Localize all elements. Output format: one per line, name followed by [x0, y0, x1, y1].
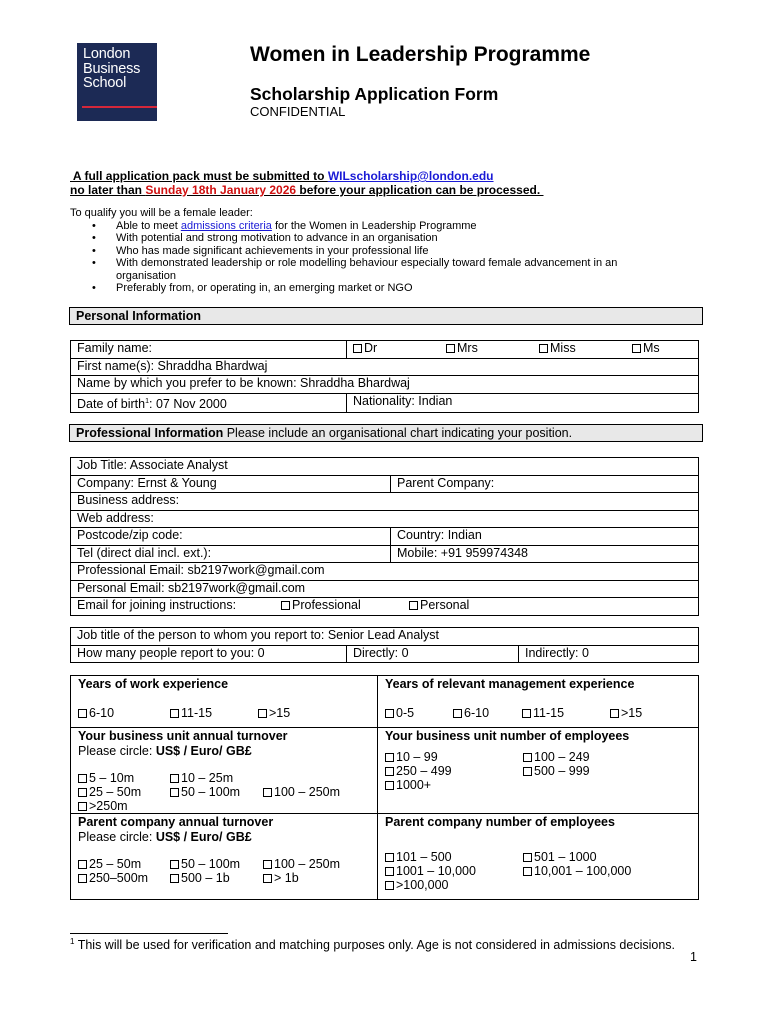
professional-info-heading — [69, 424, 703, 442]
option-label: 1001 – 10,000 — [396, 864, 476, 878]
parent-turnover-option[interactable] — [263, 857, 340, 871]
nationality-field[interactable]: Nationality: Indian — [347, 393, 699, 412]
option-label: Ms — [643, 341, 660, 355]
checkbox[interactable] — [610, 709, 619, 718]
employees-option[interactable] — [523, 750, 590, 764]
employees-cell — [378, 728, 699, 814]
title-option-miss[interactable] — [539, 341, 632, 356]
checkbox[interactable] — [385, 767, 394, 776]
scholarship-email-link[interactable]: WILscholarship@london.edu — [327, 169, 494, 183]
parent-employees-option[interactable] — [385, 864, 523, 878]
option-label: 101 – 500 — [396, 850, 452, 864]
option-label: 6-10 — [89, 706, 115, 720]
option-label: Mrs — [457, 341, 478, 355]
checkbox[interactable] — [170, 860, 179, 869]
list-text: for the Women in Leadership Programme — [271, 219, 477, 232]
option-label: 250 – 499 — [396, 764, 452, 778]
option-label: 250–500m — [89, 871, 149, 885]
employees-option[interactable] — [523, 764, 590, 778]
option-label: 100 – 249 — [534, 750, 590, 764]
work-option[interactable] — [170, 706, 258, 720]
parent-turnover-option[interactable] — [78, 857, 170, 871]
business-address-field[interactable]: Business address: — [71, 493, 699, 511]
manager-title-field[interactable]: Job title of the person to whom you report to: Senior Lead Analyst — [71, 628, 699, 646]
parent-turnover-option[interactable] — [170, 871, 263, 885]
work-experience-cell — [71, 676, 378, 728]
option-label: 25 – 50m — [89, 785, 142, 799]
personal-info-table — [70, 340, 699, 413]
date-of-birth-field[interactable] — [71, 393, 347, 412]
option-label: Dr — [364, 341, 378, 355]
form-title: Women in Leadership Programme — [250, 43, 591, 66]
checkbox[interactable] — [385, 753, 394, 762]
reports-count-field[interactable]: How many people report to you: 0 — [71, 645, 347, 663]
checkbox[interactable] — [170, 709, 179, 718]
page-number: 1 — [690, 950, 697, 964]
turnover-heading: Your business unit annual turnover — [78, 729, 288, 743]
indirect-reports-field[interactable]: Indirectly: 0 — [519, 645, 699, 663]
checkbox[interactable] — [78, 860, 87, 869]
option-label: 0-5 — [396, 706, 415, 720]
mgmt-option[interactable] — [453, 706, 522, 720]
checkbox[interactable] — [446, 344, 455, 353]
logo-line: London — [83, 46, 131, 62]
option-label: 1000+ — [396, 778, 432, 792]
option-label: 10 – 25m — [181, 771, 234, 785]
mobile-field[interactable]: Mobile: +91 959974348 — [391, 545, 699, 563]
personal-email-field[interactable]: Personal Email: sb2197work@gmail.com — [71, 580, 699, 598]
first-names-field[interactable]: First name(s): Shraddha Bhardwaj — [71, 358, 699, 376]
title-option-ms[interactable] — [632, 341, 660, 356]
currency-options[interactable]: US$ / Euro/ GB£ — [155, 830, 252, 844]
email-option-personal[interactable] — [409, 598, 469, 613]
instruction-text: Please circle: — [78, 744, 156, 758]
direct-reports-field[interactable]: Directly: 0 — [347, 645, 519, 663]
option-label: 11-15 — [181, 706, 213, 720]
deadline-text: Sunday 18th January 2026 — [145, 183, 297, 197]
checkbox[interactable] — [258, 709, 267, 718]
option-label: >100,000 — [396, 878, 449, 892]
checkbox[interactable] — [263, 874, 272, 883]
checkbox[interactable] — [78, 874, 87, 883]
checkbox[interactable] — [263, 788, 272, 797]
work-option[interactable] — [78, 706, 170, 720]
checkbox[interactable] — [409, 601, 418, 610]
option-label: 6-10 — [464, 706, 490, 720]
footnote-ref: 1 — [145, 397, 149, 405]
parent-employees-option[interactable] — [385, 850, 523, 864]
reporting-table — [70, 627, 699, 663]
form-subtitle: Scholarship Application Form — [250, 84, 499, 104]
checkbox[interactable] — [385, 881, 394, 890]
job-title-field[interactable]: Job Title: Associate Analyst — [71, 458, 699, 476]
option-label: >15 — [269, 706, 291, 720]
option-label: 10 – 99 — [396, 750, 438, 764]
work-option[interactable] — [258, 706, 290, 720]
lbs-logo — [77, 43, 157, 121]
submission-notice — [70, 169, 544, 197]
checkbox[interactable] — [78, 788, 87, 797]
option-label: 500 – 999 — [534, 764, 590, 778]
parent-employees-option[interactable] — [523, 864, 631, 878]
management-experience-cell — [378, 676, 699, 728]
notice-text: before your application can be processed. — [296, 183, 544, 197]
mgmt-option[interactable] — [610, 706, 642, 720]
checkbox[interactable] — [78, 774, 87, 783]
email-joining-row — [71, 598, 699, 616]
checkbox[interactable] — [632, 344, 641, 353]
checkbox[interactable] — [453, 709, 462, 718]
qualification-list — [70, 207, 670, 295]
option-label: Personal — [420, 598, 470, 612]
checkbox[interactable] — [385, 867, 394, 876]
turnover-option[interactable] — [170, 771, 233, 785]
employees-option[interactable] — [385, 764, 523, 778]
logo-line: School — [83, 75, 127, 91]
personal-info-heading: Personal Information — [69, 307, 703, 325]
turnover-option[interactable] — [78, 799, 128, 813]
currency-instruction — [78, 744, 370, 758]
checkbox[interactable] — [523, 867, 532, 876]
parent-company-field[interactable]: Parent Company: — [391, 475, 699, 493]
employees-option[interactable] — [385, 778, 431, 792]
parent-employees-heading: Parent company number of employees — [385, 815, 615, 829]
checkbox[interactable] — [523, 853, 532, 862]
instruction-text: Please circle: — [78, 830, 156, 844]
parent-employees-cell — [378, 814, 699, 900]
turnover-option[interactable] — [78, 785, 170, 799]
tel-field[interactable]: Tel (direct dial incl. ext.): — [71, 545, 391, 563]
list-item: • Preferably from, or operating in, an emerging market or NGO — [116, 282, 670, 295]
professional-email-field[interactable]: Professional Email: sb2197work@gmail.com — [71, 563, 699, 581]
option-label: 100 – 250m — [274, 857, 341, 871]
option-label: 10,001 – 100,000 — [534, 864, 632, 878]
logo-line: Business — [83, 60, 141, 77]
checkbox[interactable] — [523, 753, 532, 762]
checkbox[interactable] — [78, 802, 87, 811]
list-item — [116, 220, 670, 233]
option-label: 5 – 10m — [89, 771, 135, 785]
option-label: 100 – 250m — [274, 785, 341, 799]
list-item — [116, 257, 670, 282]
list-text: Able to meet — [116, 219, 181, 232]
qualify-intro: To qualify you will be a female leader: — [70, 207, 253, 219]
email-option-professional[interactable] — [281, 598, 409, 613]
checkbox[interactable] — [539, 344, 548, 353]
option-label: Professional — [292, 598, 361, 612]
footnote-marker: 1 — [70, 937, 75, 946]
email-joining-label: Email for joining instructions: — [77, 598, 237, 612]
parent-turnover-heading: Parent company annual turnover — [78, 815, 274, 829]
footnote-text: This will be used for verification and matching purposes only. Age is not considered in admissions decisions. — [74, 938, 676, 953]
logo-red-rule — [82, 106, 157, 108]
title-option-mrs[interactable] — [446, 341, 539, 356]
turnover-option[interactable] — [263, 785, 340, 799]
professional-info-table — [70, 457, 699, 616]
parent-employees-option[interactable] — [385, 878, 448, 892]
notice-text: no later than — [70, 183, 146, 197]
dob-label: Date of birth — [77, 396, 146, 411]
confidential-label: CONFIDENTIAL — [250, 104, 346, 119]
checkbox[interactable] — [385, 853, 394, 862]
checkbox[interactable] — [170, 788, 179, 797]
option-label: 11-15 — [533, 706, 565, 720]
option-label: 50 – 100m — [181, 785, 241, 799]
parent-employees-option[interactable] — [523, 850, 597, 864]
list-text: With demonstrated leadership or role modelling behaviour especially toward female advancement in an — [116, 257, 618, 269]
checkbox[interactable] — [170, 874, 179, 883]
mgmt-option[interactable] — [385, 706, 453, 720]
option-label: >15 — [621, 706, 643, 720]
currency-options[interactable]: US$ / Euro/ GB£ — [155, 744, 252, 758]
preferred-name-field[interactable]: Name by which you prefer to be known: Shraddha Bhardwaj — [71, 376, 699, 394]
turnover-option[interactable] — [170, 785, 263, 799]
parent-turnover-option[interactable] — [78, 871, 170, 885]
list-item: • Who has made significant achievements in your professional life — [116, 245, 670, 258]
checkbox[interactable] — [523, 767, 532, 776]
notice-text: A full application pack must be submitted to — [70, 169, 328, 183]
checkbox[interactable] — [385, 781, 394, 790]
turnover-cell — [71, 728, 378, 814]
option-label: >250m — [89, 799, 128, 813]
checkbox[interactable] — [522, 709, 531, 718]
company-field[interactable]: Company: Ernst & Young — [71, 475, 391, 493]
option-label: 500 – 1b — [181, 871, 230, 885]
management-experience-heading: Years of relevant management experience — [385, 677, 635, 691]
option-label: 25 – 50m — [89, 857, 142, 871]
list-text: organisation — [116, 269, 176, 282]
turnover-option[interactable] — [78, 771, 170, 785]
checkbox[interactable] — [170, 774, 179, 783]
currency-instruction — [78, 830, 370, 844]
experience-table — [70, 675, 699, 900]
web-address-field[interactable]: Web address: — [71, 510, 699, 528]
parent-turnover-option[interactable] — [170, 857, 263, 871]
option-label: 50 – 100m — [181, 857, 241, 871]
title-options — [347, 341, 699, 359]
footnote — [70, 937, 675, 952]
employees-option[interactable] — [385, 750, 523, 764]
parent-turnover-option[interactable] — [263, 871, 299, 885]
footnote-divider — [70, 933, 228, 934]
option-label: > 1b — [274, 871, 299, 885]
country-field[interactable]: Country: Indian — [391, 528, 699, 546]
checkbox[interactable] — [385, 709, 394, 718]
option-label: 501 – 1000 — [534, 850, 597, 864]
employees-heading: Your business unit number of employees — [385, 729, 630, 743]
checkbox[interactable] — [353, 344, 362, 353]
section-title: Professional Information — [76, 426, 224, 440]
postcode-field[interactable]: Postcode/zip code: — [71, 528, 391, 546]
family-name-field[interactable]: Family name: — [71, 341, 347, 359]
work-experience-heading: Years of work experience — [78, 677, 229, 691]
admissions-criteria-link[interactable]: admissions criteria — [180, 219, 272, 232]
dob-value: : 07 Nov 2000 — [149, 396, 227, 411]
parent-turnover-cell — [71, 814, 378, 900]
checkbox[interactable] — [78, 709, 87, 718]
checkbox[interactable] — [281, 601, 290, 610]
mgmt-option[interactable] — [522, 706, 610, 720]
title-option-dr[interactable] — [353, 341, 446, 356]
option-label: Miss — [550, 341, 576, 355]
section-note: Please include an organisational chart indicating your position. — [223, 426, 573, 440]
list-item: • With potential and strong motivation to advance in an organisation — [116, 232, 670, 245]
checkbox[interactable] — [263, 860, 272, 869]
